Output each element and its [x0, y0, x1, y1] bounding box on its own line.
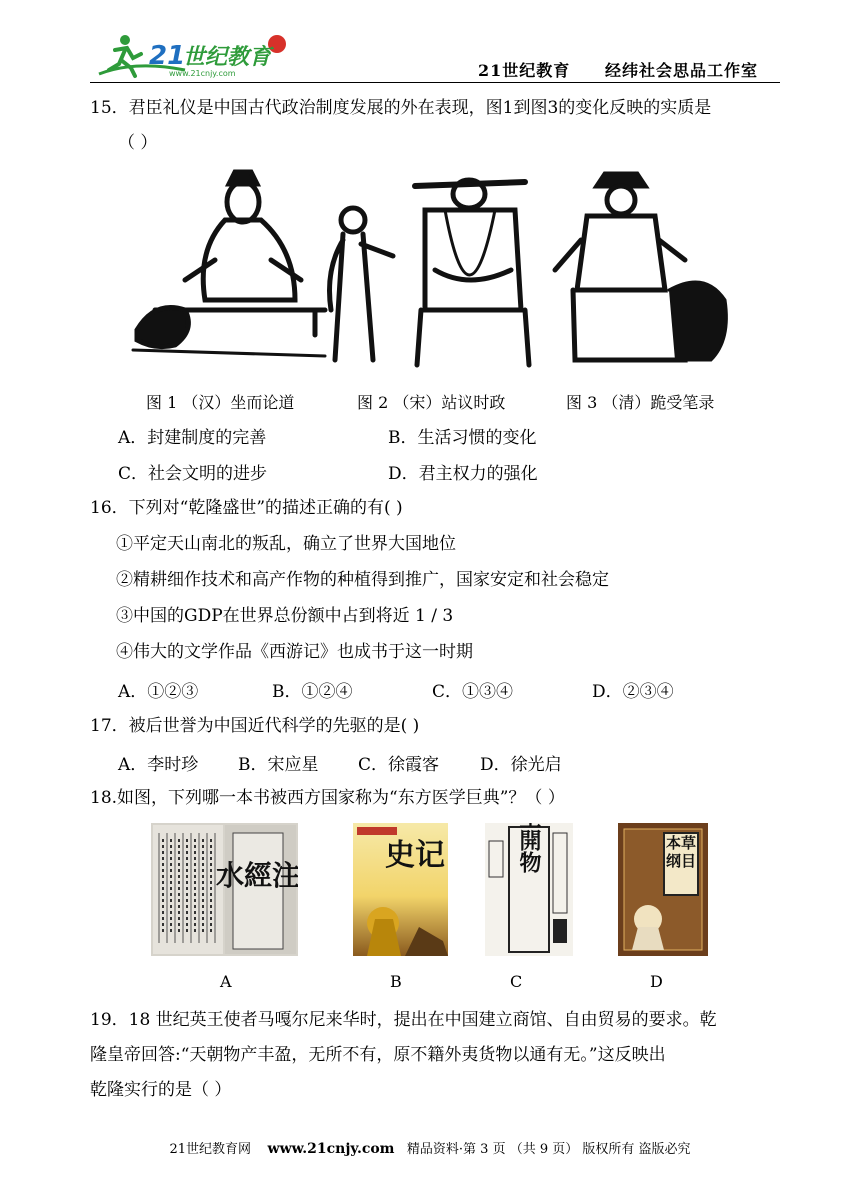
- footer-info: 精品资料·第 3 页 （共 9 页） 版权所有 盗版必究: [406, 1142, 691, 1157]
- svg-text:www.21cnjy.com: www.21cnjy.com: [169, 69, 236, 78]
- q19-line-1: 19．18 世纪英王使者马嘎尔尼来华时，提出在中国建立商馆、自由贸易的要求。乾: [90, 1010, 717, 1030]
- q16-option-c: C．①③④: [432, 682, 514, 702]
- svg-text:21: 21: [149, 41, 186, 71]
- q15-figures: [125, 160, 745, 370]
- figure-2-song-illustration: [330, 180, 530, 365]
- book-a-image: [151, 823, 298, 956]
- q16-option-a: A．①②③: [118, 682, 199, 702]
- q16-option-b: B．①②④: [272, 682, 353, 702]
- q15-option-a: A．封建制度的完善: [118, 428, 267, 448]
- q18-label-a: A: [220, 972, 232, 991]
- book-b-image: [353, 823, 448, 956]
- header-studio: 经纬社会思品工作室: [605, 61, 759, 80]
- svg-text:天工開物: 天工開物: [516, 823, 542, 873]
- q16-item-2: ②精耕细作技术和高产作物的种植得到推广，国家安定和社会稳定: [116, 570, 609, 590]
- header-org: 21世纪教育: [478, 61, 571, 80]
- figure-3-qing-illustration: [555, 174, 726, 360]
- book-d-title: 本草纲目: [665, 834, 696, 870]
- q18-stem: 18.如图，下列哪一本书被西方国家称为“东方医学巨典”？（ ）: [90, 788, 565, 808]
- page-footer: [0, 1138, 860, 1157]
- q15-caption-3: 图 3 （清）跪受笔录: [566, 393, 715, 412]
- q15-option-d: D．君主权力的强化: [388, 464, 538, 484]
- q15-option-c: C．社会文明的进步: [118, 464, 268, 484]
- q15-stem: 15．君臣礼仪是中国古代政治制度发展的外在表现，图1到图3的变化反映的实质是: [90, 98, 712, 118]
- q19-line-2: 隆皇帝回答:“天朝物产丰盈，无所不有，原不籍外夷货物以通有无。”这反映出: [90, 1045, 666, 1065]
- figure-1-han-illustration: [133, 172, 325, 356]
- q15-option-b: B．生活习惯的变化: [388, 428, 537, 448]
- q17-option-a: A．李时珍: [118, 755, 199, 775]
- q17-option-c: C．徐霞客: [358, 755, 440, 775]
- q18-label-d: D: [650, 972, 663, 991]
- footer-url[interactable]: www.21cnjy.com: [267, 1141, 395, 1157]
- q15-blank: （ ）: [118, 133, 158, 153]
- svg-text:水經注: 水經注: [215, 859, 298, 892]
- footer-site-name: 21世纪教育网: [169, 1142, 252, 1157]
- q15-caption-2: 图 2 （宋）站议时政: [357, 393, 506, 412]
- q17-option-d: D．徐光启: [480, 755, 562, 775]
- q15-caption-1: 图 1 （汉）坐而论道: [146, 393, 295, 412]
- svg-text:世纪教育: 世纪教育: [183, 45, 272, 70]
- book-c-image: [485, 823, 573, 956]
- q18-label-c: C: [510, 972, 523, 991]
- q16-item-1: ①平定天山南北的叛乱，确立了世界大国地位: [116, 534, 456, 554]
- q19-line-3: 乾隆实行的是（ ）: [90, 1080, 232, 1100]
- q17-stem: 17．被后世誉为中国近代科学的先驱的是( ): [90, 716, 420, 736]
- q16-item-4: ④伟大的文学作品《西游记》也成书于这一时期: [116, 642, 473, 662]
- q16-option-d: D．②③④: [592, 682, 674, 702]
- site-logo: [95, 30, 295, 80]
- q16-item-3: ③中国的GDP在世界总份额中占到将近 1 / 3: [116, 606, 454, 626]
- q17-option-b: B．宋应星: [238, 755, 319, 775]
- q18-label-b: B: [390, 972, 402, 991]
- q16-stem: 16．下列对“乾隆盛世”的描述正确的有( ): [90, 498, 403, 518]
- svg-text:史记: 史记: [385, 838, 445, 873]
- header-rule: [90, 82, 780, 83]
